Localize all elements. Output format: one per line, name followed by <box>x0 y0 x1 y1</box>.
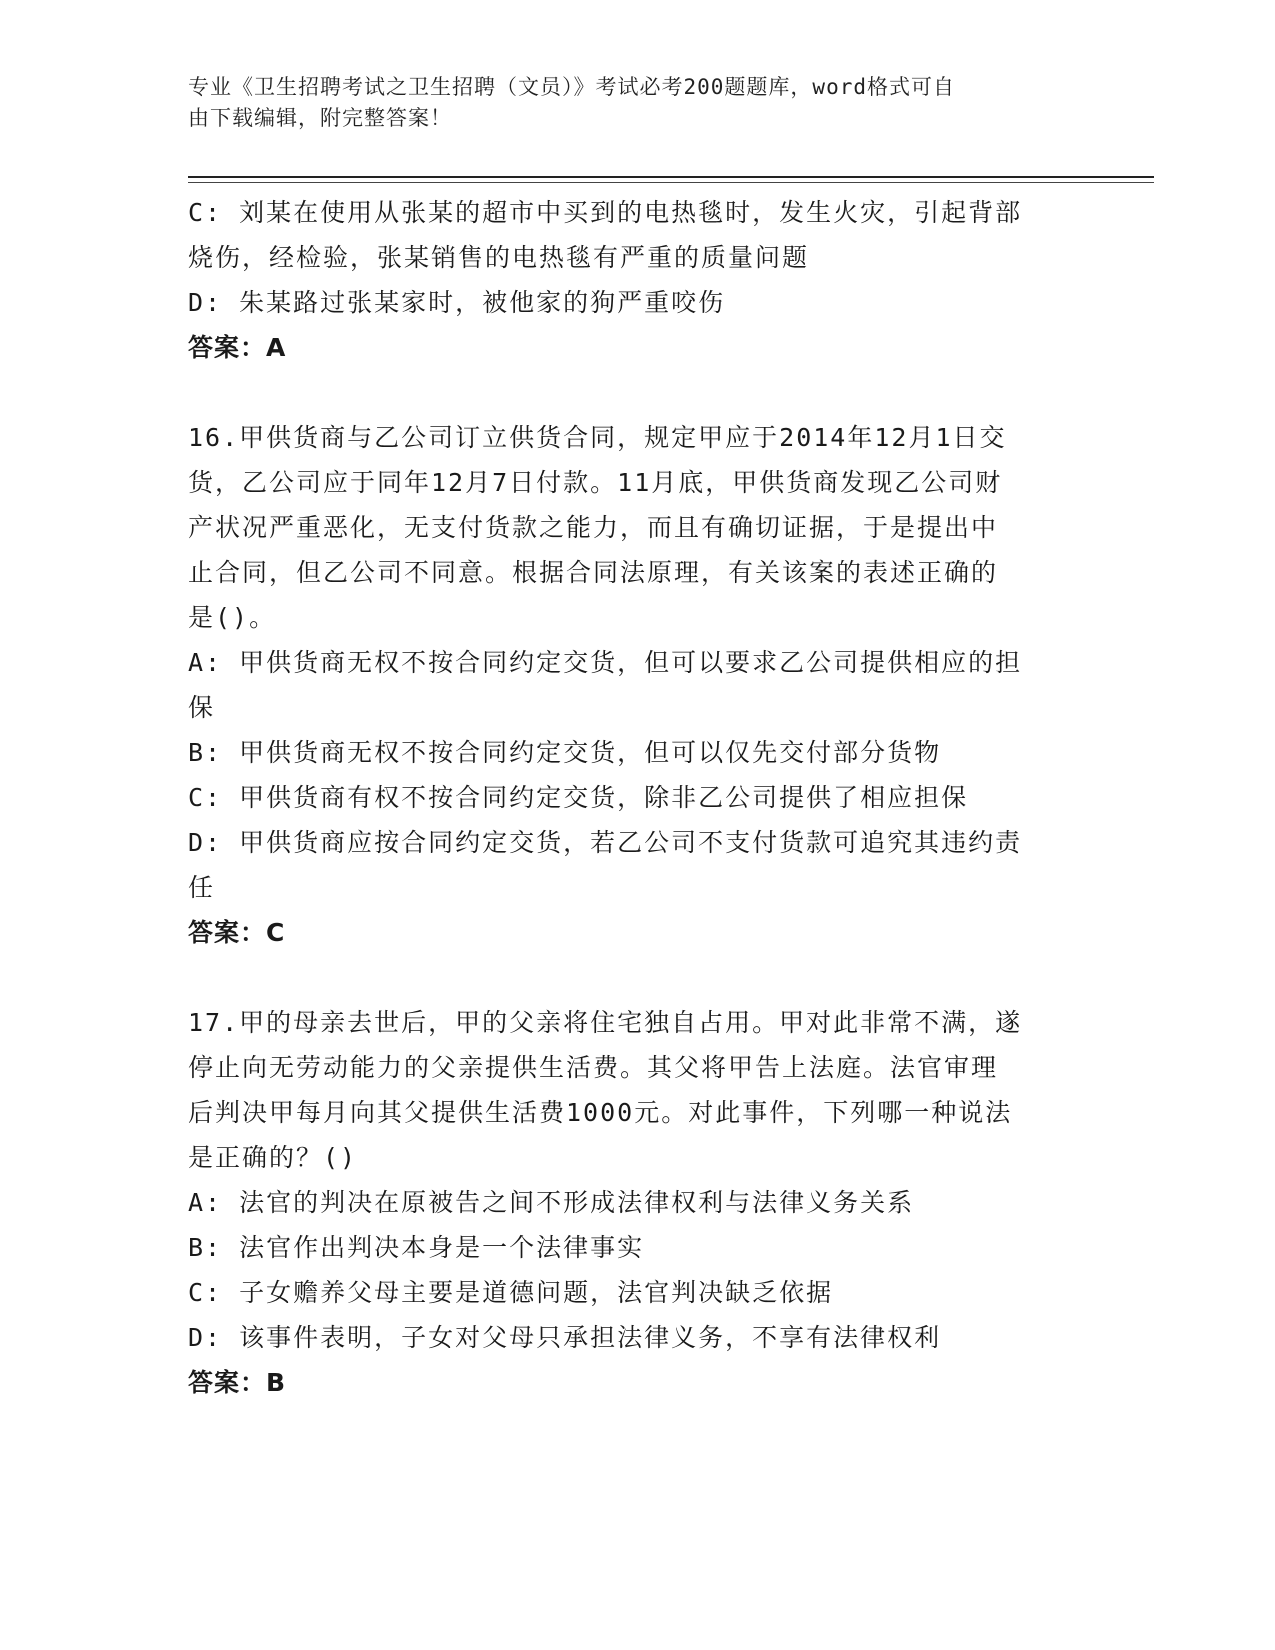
q16-answer: 答案：C <box>188 918 286 947</box>
q16-option-a-line-2: 保 <box>188 693 216 722</box>
q16-stem-line-1: 16.甲供货商与乙公司订立供货合同，规定甲应于2014年12月1日交 <box>188 423 1007 452</box>
q17-option-a: A: 法官的判决在原被告之间不形成法律权利与法律义务关系 <box>188 1188 915 1217</box>
question-16 <box>188 415 1088 955</box>
q15-answer: 答案：A <box>188 333 287 362</box>
q17-stem-line-4: 是正确的？() <box>188 1143 358 1172</box>
question-15-continued <box>188 190 1088 370</box>
q16-option-d-line-1: D: 甲供货商应按合同约定交货，若乙公司不支付货款可追究其违约责 <box>188 828 1023 857</box>
q17-stem-line-1: 17.甲的母亲去世后，甲的父亲将住宅独自占用。甲对此非常不满，遂 <box>188 1008 1023 1037</box>
header-rule-thick <box>188 176 1154 178</box>
q17-stem-line-3: 后判决甲每月向其父提供生活费1000元。对此事件，下列哪一种说法 <box>188 1098 1013 1127</box>
q16-stem-line-3: 产状况严重恶化，无支付货款之能力，而且有确切证据，于是提出中 <box>188 513 999 542</box>
header-rule-thin <box>188 182 1154 183</box>
document-body <box>188 190 1088 1405</box>
q16-stem-line-2: 货，乙公司应于同年12月7日付款。11月底，甲供货商发现乙公司财 <box>188 468 1003 497</box>
q17-stem-line-2: 停止向无劳动能力的父亲提供生活费。其父将甲告上法庭。法官审理 <box>188 1053 999 1082</box>
q16-option-b: B: 甲供货商无权不按合同约定交货，但可以仅先交付部分货物 <box>188 738 942 767</box>
q15-option-d: D: 朱某路过张某家时，被他家的狗严重咬伤 <box>188 288 726 317</box>
q16-stem-line-5: 是()。 <box>188 603 277 632</box>
q17-option-c: C: 子女赡养父母主要是道德问题，法官判决缺乏依据 <box>188 1278 834 1307</box>
q17-option-d: D: 该事件表明，子女对父母只承担法律义务，不享有法律权利 <box>188 1323 942 1352</box>
q17-option-b: B: 法官作出判决本身是一个法律事实 <box>188 1233 645 1262</box>
q16-option-a-line-1: A: 甲供货商无权不按合同约定交货，但可以要求乙公司提供相应的担 <box>188 648 1023 677</box>
spacer <box>188 370 1088 415</box>
spacer <box>188 955 1088 1000</box>
q15-option-c-line-2: 烧伤，经检验，张某销售的电热毯有严重的质量问题 <box>188 243 810 272</box>
q17-answer: 答案：B <box>188 1368 287 1397</box>
q16-stem-line-4: 止合同，但乙公司不同意。根据合同法原理，有关该案的表述正确的 <box>188 558 999 587</box>
document-header <box>188 72 1068 134</box>
question-17 <box>188 1000 1088 1405</box>
q16-option-d-line-2: 任 <box>188 873 216 902</box>
header-line-1: 专业《卫生招聘考试之卫生招聘（文员）》考试必考200题题库，word格式可自 <box>188 75 955 99</box>
q16-option-c: C: 甲供货商有权不按合同约定交货，除非乙公司提供了相应担保 <box>188 783 969 812</box>
q15-option-c-line-1: C: 刘某在使用从张某的超市中买到的电热毯时，发生火灾，引起背部 <box>188 198 1023 227</box>
header-line-2: 由下载编辑，附完整答案！ <box>188 106 452 130</box>
